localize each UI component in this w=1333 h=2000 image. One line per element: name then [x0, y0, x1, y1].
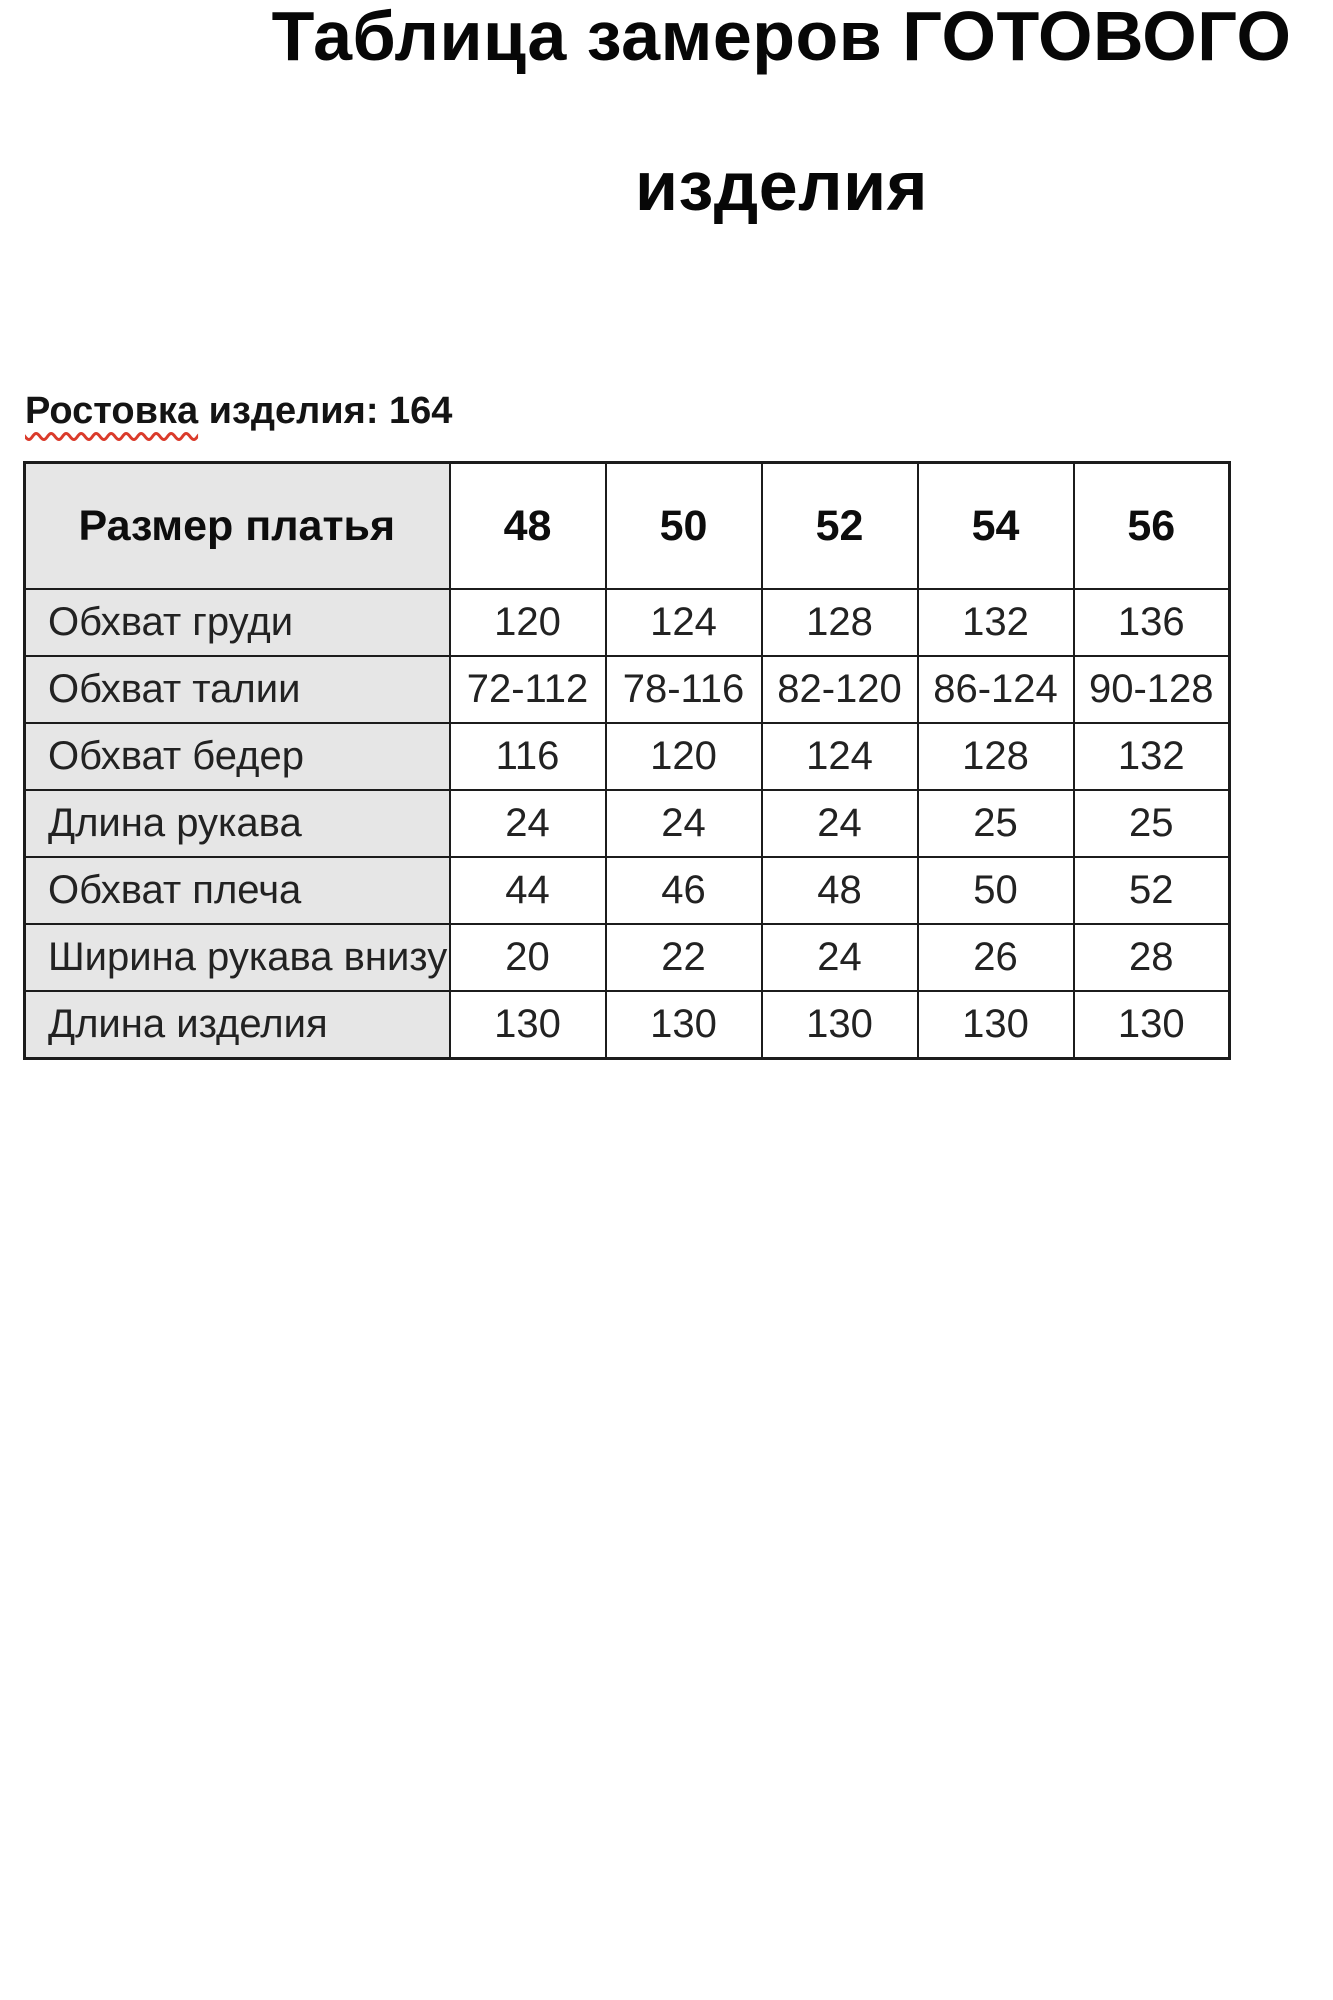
cell-value: 132 — [918, 589, 1074, 656]
cell-value: 120 — [450, 589, 606, 656]
cell-value: 24 — [450, 790, 606, 857]
cell-value: 22 — [606, 924, 762, 991]
cell-value: 20 — [450, 924, 606, 991]
header-cell-size-50: 50 — [606, 463, 762, 590]
cell-value: 124 — [762, 723, 918, 790]
cell-value: 25 — [918, 790, 1074, 857]
table-row-sleeve-bottom-width — [25, 924, 1230, 991]
cell-value: 24 — [606, 790, 762, 857]
cell-value: 136 — [1074, 589, 1230, 656]
cell-value: 130 — [918, 991, 1074, 1059]
table-row-waist — [25, 656, 1230, 723]
cell-value: 86-124 — [918, 656, 1074, 723]
page-title-line2: изделия — [634, 147, 929, 225]
cell-value: 46 — [606, 857, 762, 924]
row-label: Обхват плеча — [25, 857, 450, 924]
cell-value: 130 — [450, 991, 606, 1059]
cell-value: 120 — [606, 723, 762, 790]
table-row-hips — [25, 723, 1230, 790]
cell-value: 130 — [606, 991, 762, 1059]
cell-value: 132 — [1074, 723, 1230, 790]
product-height-note-rest: изделия: 164 — [198, 390, 453, 432]
table-header-row — [25, 463, 1230, 590]
header-cell-size-56: 56 — [1074, 463, 1230, 590]
row-label: Обхват талии — [25, 656, 450, 723]
cell-value: 130 — [1074, 991, 1230, 1059]
cell-value: 128 — [762, 589, 918, 656]
size-table — [23, 461, 1231, 1060]
cell-value: 130 — [762, 991, 918, 1059]
size-table-container — [23, 461, 1231, 1060]
misspelled-word: Ростовка — [25, 390, 199, 432]
cell-value: 72-112 — [450, 656, 606, 723]
row-label: Обхват бедер — [25, 723, 450, 790]
page-title — [245, 0, 1318, 261]
table-row-chest — [25, 589, 1230, 656]
row-label: Длина рукава — [25, 790, 450, 857]
row-label: Обхват груди — [25, 589, 450, 656]
product-height-note — [25, 388, 452, 434]
cell-value: 116 — [450, 723, 606, 790]
page-title-line1: Таблица замеров ГОТОВОГО — [271, 0, 1292, 75]
cell-value: 48 — [762, 857, 918, 924]
table-row-item-length — [25, 991, 1230, 1059]
header-cell-size-label: Размер платья — [25, 463, 450, 590]
header-cell-size-54: 54 — [918, 463, 1074, 590]
cell-value: 26 — [918, 924, 1074, 991]
cell-value: 50 — [918, 857, 1074, 924]
cell-value: 24 — [762, 790, 918, 857]
cell-value: 25 — [1074, 790, 1230, 857]
cell-value: 90-128 — [1074, 656, 1230, 723]
cell-value: 44 — [450, 857, 606, 924]
cell-value: 124 — [606, 589, 762, 656]
cell-value: 82-120 — [762, 656, 918, 723]
table-row-shoulder — [25, 857, 1230, 924]
table-row-sleeve-length — [25, 790, 1230, 857]
cell-value: 78-116 — [606, 656, 762, 723]
cell-value: 128 — [918, 723, 1074, 790]
header-cell-size-52: 52 — [762, 463, 918, 590]
cell-value: 52 — [1074, 857, 1230, 924]
header-cell-size-48: 48 — [450, 463, 606, 590]
row-label: Ширина рукава внизу — [25, 924, 450, 991]
cell-value: 28 — [1074, 924, 1230, 991]
row-label: Длина изделия — [25, 991, 450, 1059]
cell-value: 24 — [762, 924, 918, 991]
